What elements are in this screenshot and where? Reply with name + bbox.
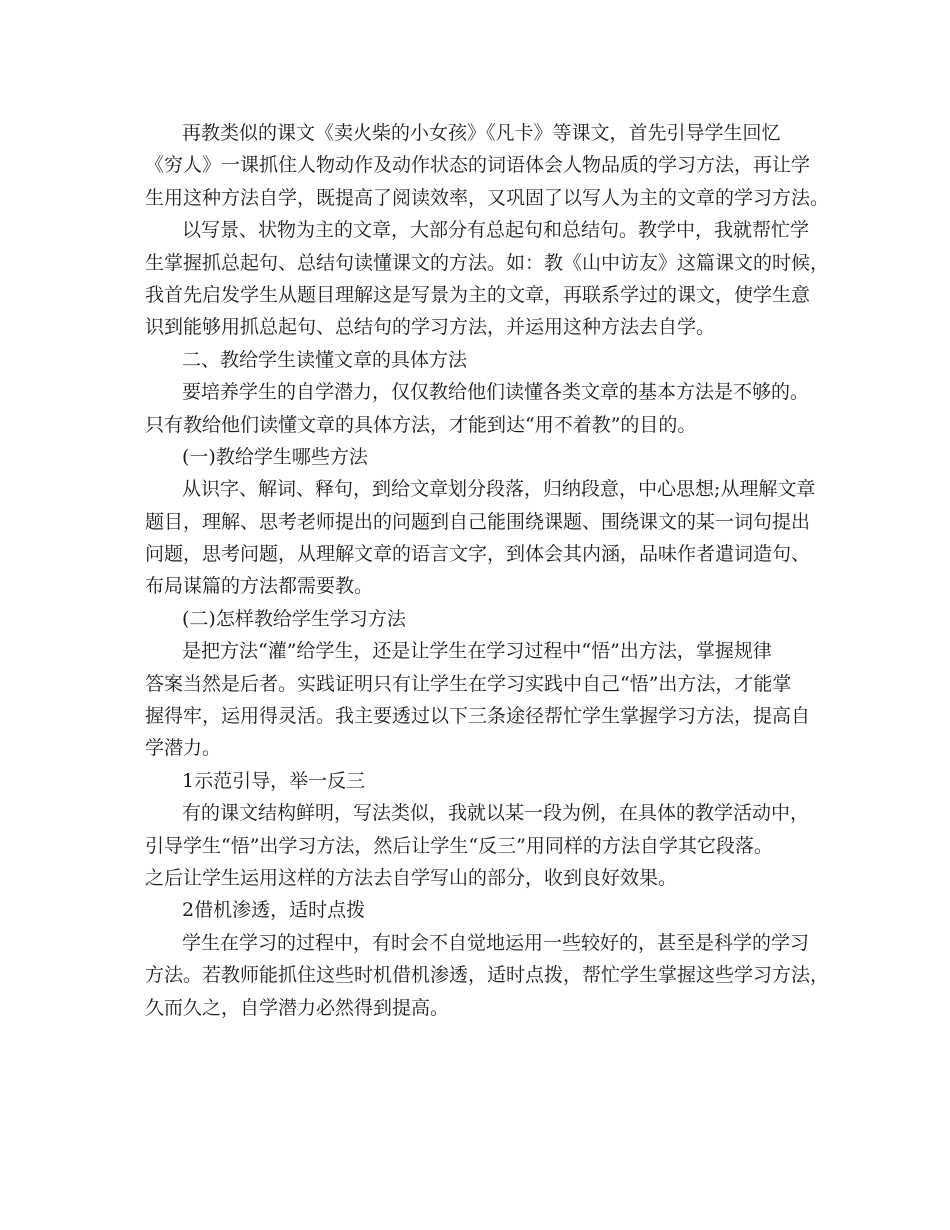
paragraph-line: 再教类似的课文《卖火柴的小女孩》《凡卡》等课文，首先引导学生回忆 [182, 122, 781, 144]
paragraph-line: 方法。若教师能抓住这些时机借机渗透，适时点拨，帮忙学生掌握这些学习方法， [145, 964, 830, 987]
paragraph-line: 生用这种方法自学，既提高了阅读效率，又巩固了以写人为主的文章的学习方法。 [145, 186, 830, 209]
paragraph-line: 握得牢，运用得灵活。我主要透过以下三条途径帮忙学生掌握学习方法，提高自 [145, 705, 811, 728]
subsection-heading: (二)怎样教给学生学习方法 [182, 607, 406, 630]
paragraph-line: 生掌握抓总起句、总结句读懂课文的方法。如：教《山中访友》这篇课文的时候， [145, 251, 830, 274]
item-heading: 1示范引导，举一反三 [182, 769, 366, 792]
paragraph-line: 学生在学习的过程中，有时会不自觉地运用一些较好的，甚至是科学的学习 [182, 931, 810, 954]
paragraph-line: 久而久之，自学潜力必然得到提高。 [145, 996, 450, 1019]
paragraph-line: 以写景、状物为主的文章，大部分有总起句和总结句。教学中，我就帮忙学 [182, 219, 810, 242]
item-heading: 2借机渗透，适时点拨 [182, 899, 366, 922]
paragraph-line: 学潜力。 [145, 737, 222, 760]
paragraph-line: 要培养学生的自学潜力，仅仅教给他们读懂各类文章的基本方法是不够的。 [182, 381, 810, 404]
section-heading: 二、教给学生读懂文章的具体方法 [182, 348, 468, 371]
paragraph-line: 有的课文结构鲜明，写法类似，我就以某一段为例，在具体的教学活动中， [182, 802, 810, 825]
paragraph-line: 是把方法“灌”给学生，还是让学生在学习过程中“悟”出方法，掌握规律 [182, 640, 772, 663]
paragraph-line: 从识字、解词、释句，到给文章划分段落，归纳段意，中心思想;从理解文章 [182, 478, 816, 501]
paragraph-line: 《穷人》一课抓住人物动作及动作状态的词语体会人物品质的学习方法，再让学 [145, 154, 811, 177]
paragraph-line: 布局谋篇的方法都需要教。 [145, 575, 374, 598]
paragraph-line: 问题，思考问题，从理解文章的语言文字，到体会其内涵，品味作者遣词造句、 [145, 543, 811, 566]
paragraph-line: 之后让学生运用这样的方法去自学写山的部分，收到良好效果。 [145, 866, 678, 889]
paragraph-line: 引导学生“悟”出学习方法，然后让学生“反三”用同样的方法自学其它段落。 [145, 834, 773, 857]
paragraph-line: 识到能够用抓总起句、总结句的学习方法，并运用这种方法去自学。 [145, 316, 716, 339]
paragraph-line: 我首先启发学生从题目理解这是写景为主的文章，再联系学过的课文，使学生意 [145, 283, 811, 306]
paragraph-line: 题目，理解、思考老师提出的问题到自己能围绕课题、围绕课文的某一词句提出 [145, 510, 811, 533]
paragraph-line: 只有教给他们读懂文章的具体方法，才能到达“用不着教”的目的。 [145, 413, 697, 436]
subsection-heading: (一)教给学生哪些方法 [182, 445, 368, 468]
document-body [145, 117, 830, 1024]
paragraph-line: 答案当然是后者。实践证明只有让学生在学习实践中自己“悟”出方法，才能掌 [145, 672, 792, 695]
